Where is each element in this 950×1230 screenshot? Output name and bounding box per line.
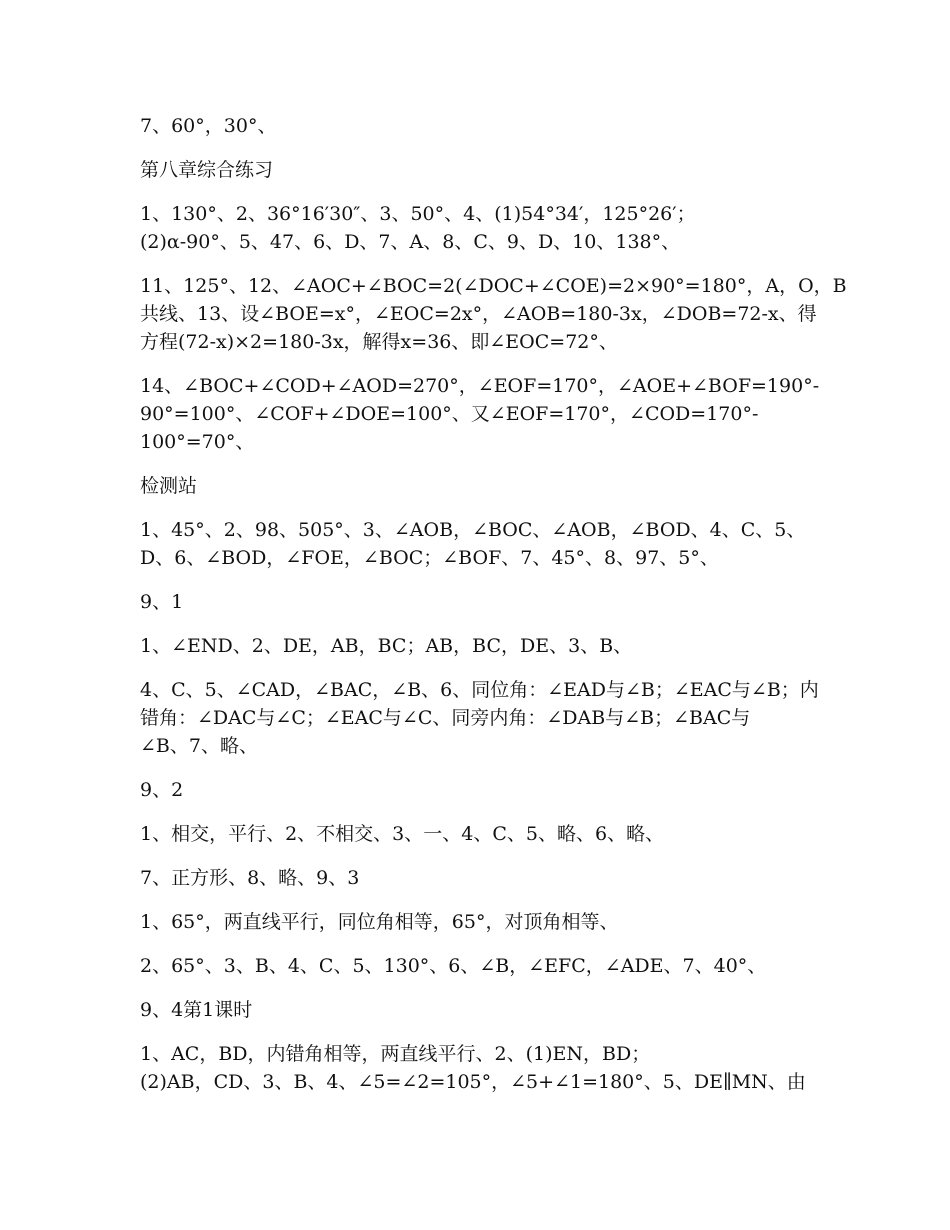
answer-line xyxy=(140,820,820,848)
text-line: 14、∠BOC+∠COD+∠AOD=270°，∠EOF=170°，∠AOE+∠BOF=190°- xyxy=(140,375,820,397)
text-line: (2)AB，CD、3、B、4、∠5=∠2=105°，∠5+∠1=180°、5、DE∥MN、由 xyxy=(140,1071,806,1093)
text-line: 1、65°，两直线平行，同位角相等，65°，对顶角相等、 xyxy=(140,911,619,933)
text-line: 90°=100°、∠COF+∠DOE=100°、又∠EOF=170°，∠COD=170°- xyxy=(140,403,759,425)
text-line: 方程(72-x)×2=180-3x，解得x=36、即∠EOC=72°、 xyxy=(140,331,618,353)
text-line: 1、相交，平行、2、不相交、3、一、4、C、5、略、6、略、 xyxy=(140,823,665,845)
text-line: 共线、13、设∠BOE=x°，∠EOC=2x°，∠AOB=180-3x，∠DOB=72-x、得 xyxy=(140,303,817,325)
section-heading xyxy=(140,472,820,500)
text-line: 1、130°、2、36°16′30″、3、50°、4、(1)54°34′，125°26′； xyxy=(140,203,696,225)
answer-line xyxy=(140,112,820,140)
text-line: 错角：∠DAC与∠C；∠EAC与∠C、同旁内角：∠DAB与∠B；∠BAC与 xyxy=(140,707,751,729)
text-line: 9、1 xyxy=(140,591,184,613)
text-line: D、6、∠BOD，∠FOE，∠BOC；∠BOF、7、45°、8、97、5°、 xyxy=(140,547,719,569)
answer-line xyxy=(140,952,820,980)
text-line: 检测站 xyxy=(140,475,198,497)
section-heading xyxy=(140,156,820,184)
document-page xyxy=(140,112,847,1112)
text-line: 2、65°、3、B、4、C、5、130°、6、∠B，∠EFC，∠ADE、7、40°、 xyxy=(140,955,767,977)
text-line: 1、45°、2、98、505°、3、∠AOB，∠BOC、∠AOB，∠BOD、4、C、5、 xyxy=(140,519,806,541)
section-heading xyxy=(140,588,820,616)
section-heading xyxy=(140,996,820,1024)
answer-paragraph xyxy=(140,372,820,456)
text-line: ∠B、7、略、 xyxy=(140,735,258,757)
answer-paragraph xyxy=(140,272,847,356)
text-line: 第八章综合练习 xyxy=(140,159,274,181)
text-line: 100°=70°、 xyxy=(140,431,255,453)
answer-paragraph xyxy=(140,676,820,760)
answer-line xyxy=(140,864,820,892)
text-line: 11、125°、12、∠AOC+∠BOC=2(∠DOC+∠COE)=2×90°=180°，A，O，B xyxy=(140,275,847,297)
text-line: (2)α-90°、5、47、6、D、7、A、8、C、9、D、10、138°、 xyxy=(140,231,681,253)
text-line: 9、4第1课时 xyxy=(140,999,253,1021)
text-line: 9、2 xyxy=(140,779,184,801)
answer-line xyxy=(140,908,820,936)
text-line: 1、AC，BD，内错角相等，两直线平行、2、(1)EN，BD； xyxy=(140,1043,651,1065)
answer-paragraph xyxy=(140,200,820,256)
text-line: 4、C、5、∠CAD，∠BAC，∠B、6、同位角：∠EAD与∠B；∠EAC与∠B；内 xyxy=(140,679,819,701)
text-line: 7、60°，30°、 xyxy=(140,115,277,137)
answer-paragraph xyxy=(140,1040,820,1096)
answer-paragraph xyxy=(140,516,820,572)
answer-line xyxy=(140,632,820,660)
text-line: 1、∠END、2、DE，AB，BC；AB，BC，DE、3、B、 xyxy=(140,635,633,657)
text-line: 7、正方形、8、略、9、3 xyxy=(140,867,360,889)
section-heading xyxy=(140,776,820,804)
